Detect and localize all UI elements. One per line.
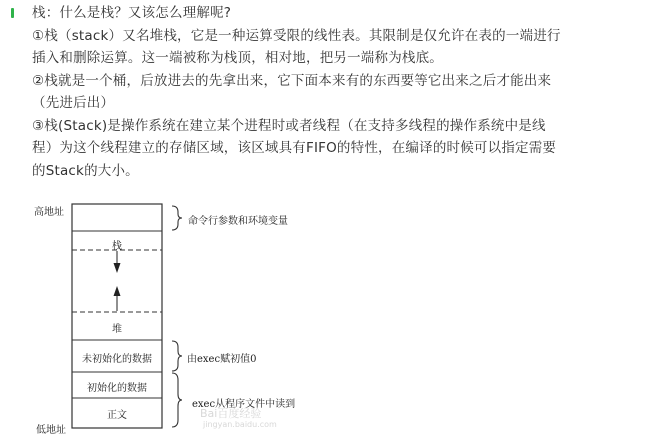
exec-read-annotation: exec从程序文件中读到 <box>192 399 296 410</box>
point-3-line-1: ③栈(Stack)是操作系统在建立某个进程时或者线程（在支持多线程的操作系统中是线 <box>32 117 546 134</box>
stack-segment-label: 栈 <box>112 241 122 252</box>
bss-segment-label: 未初始化的数据 <box>82 354 152 365</box>
point-3-line-2: 程）为这个线程建立的存储区域，该区域具有FIFO的特性，在编译的时候可以指定需要 <box>32 140 557 156</box>
text-segment-label: 正文 <box>107 410 127 421</box>
exec-zero-annotation: 由exec赋初值0 <box>187 354 257 365</box>
high-address-label: 高地址 <box>34 207 64 218</box>
heap-segment-label: 堆 <box>112 324 122 335</box>
point-3-line-3: 的Stack的大小。 <box>32 162 139 179</box>
point-1-line-2: 插入和删除运算。这一端被称为栈顶，相对地，把另一端称为栈底。 <box>32 50 443 66</box>
point-1-line-1: ①栈（stack）又名堆栈，它是一种运算受限的线性表。其限制是仅允许在表的一端进行 <box>32 27 561 44</box>
args-env-annotation: 命令行参数和环境变量 <box>188 216 288 227</box>
point-2-line-1: ②栈就是一个桶，后放进去的先拿出来，它下面本来有的东西要等它出来之后才能出来 <box>32 72 552 89</box>
question-title: 栈：什么是栈？又该怎么理解呢? <box>32 5 232 21</box>
low-address-label: 低地址 <box>36 425 66 436</box>
point-2-line-2: （先进后出） <box>32 95 115 111</box>
watermark-logo: Bai百度经验 <box>200 407 262 420</box>
data-segment-label: 初始化的数据 <box>87 383 147 394</box>
watermark-url: jingyan.baidu.com <box>203 420 277 429</box>
